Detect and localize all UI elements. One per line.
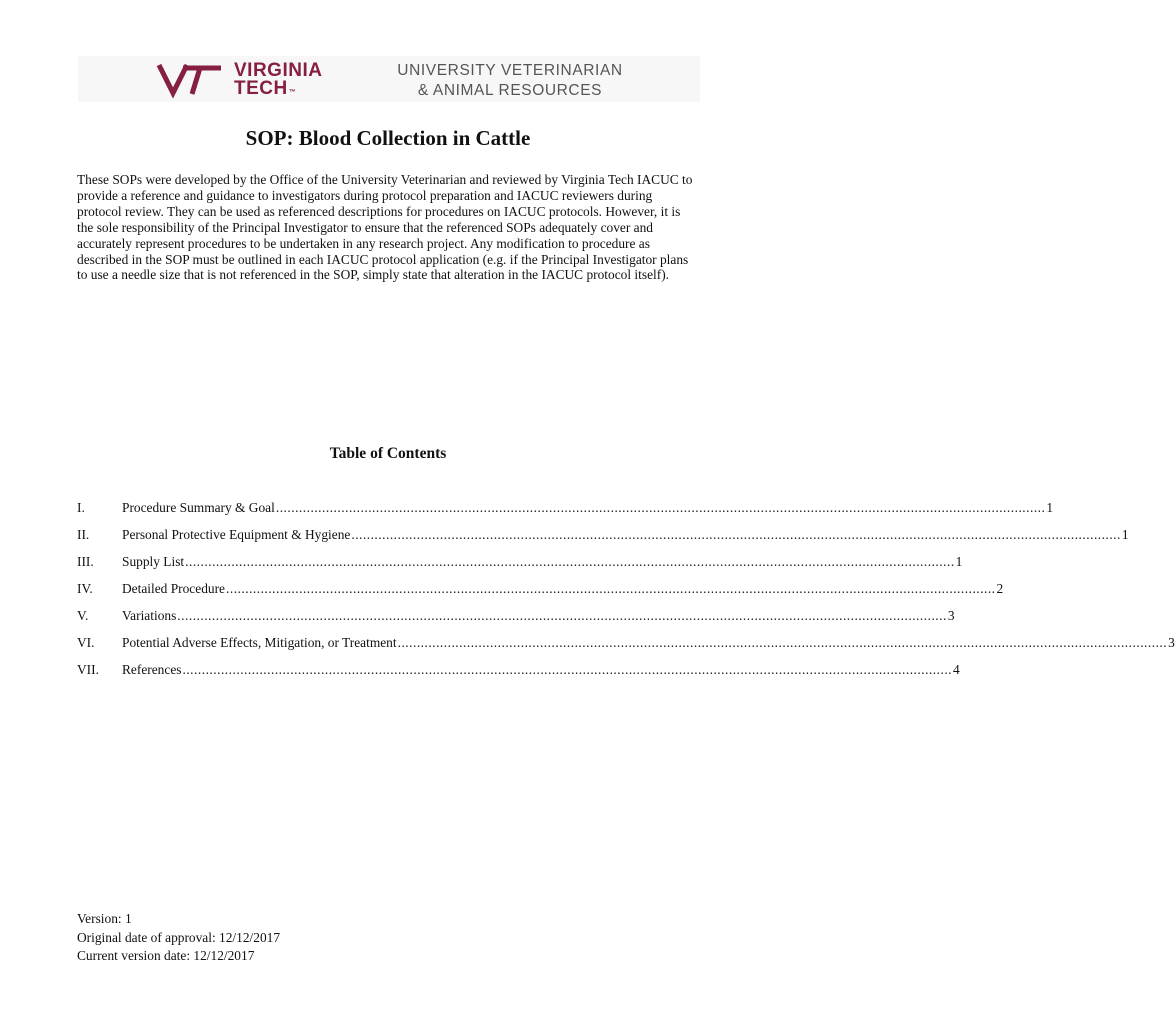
toc-entry-label: Personal Protective Equipment & Hygiene [122,527,351,542]
original-approval-date: Original date of approval: 12/12/2017 [77,929,281,945]
logo-text-tech: TECH™ [234,78,297,99]
unit-name-line2: & ANIMAL RESOURCES [417,82,603,99]
toc-entry-references[interactable] [77,661,960,688]
toc-entry-number: V. [77,608,89,623]
toc-entry-page: 2 [996,581,1004,596]
toc-leader-dots: ........................................................................................................................................................................................................ [351,527,1121,542]
toc-leader-dots: ........................................................................................................................................................................................................ [182,662,953,677]
toc-entry-detailed-procedure[interactable] [77,580,1004,607]
toc-entry-label: Detailed Procedure [122,581,225,596]
toc-entry-number: VI. [77,635,95,650]
toc-entry-number: I. [77,500,85,515]
version-number: Version: 1 [77,911,132,926]
toc-entry-label: Potential Adverse Effects, Mitigation, or Treatment [122,635,397,650]
toc-entry-number: VII. [77,662,99,677]
toc-entry-ppe-hygiene[interactable] [77,526,1129,553]
toc-entry-label: Supply List [122,554,185,569]
toc-entry-label: References [122,662,182,677]
logo-text-virginia: VIRGINIA [234,60,323,81]
toc-leader-dots: ........................................................................................................................................................................................................ [397,635,1168,650]
toc-entry-page: 1 [955,554,963,569]
toc-entry-variations[interactable] [77,607,955,634]
version-info [77,910,280,966]
unit-name-line1: UNIVERSITY VETERINARIAN [397,62,623,79]
toc-entry-page: 3 [947,608,955,623]
toc-entry-adverse-effects[interactable] [77,634,1175,661]
toc-leader-dots: ........................................................................................................................................................................................................ [185,554,955,569]
document-title: SOP: Blood Collection in Cattle [245,126,531,150]
intro-paragraph: These SOPs were developed by the Office of the University Veterinarian and reviewed by Virginia Tech IACUC to provide a reference and guidance to investigators during protocol preparation and IACUC reviewers during protocol review. They can be used as referenced descriptions for procedures on IACUC protocols. However, it is the sole responsibility of the Principal Investigator to ensure that the referenced SOPs adequately cover and accurately represent procedures to be undertaken in any research project. Any modification to procedure as described in the SOP must be outlined in each IACUC protocol application (e.g. if the Principal Investigator plans to use a needle size that is not referenced in the SOP, simply state that alteration in the IACUC protocol itself). [77,172,693,283]
toc-entry-page: 1 [1046,500,1054,515]
current-version-date: Current version date: 12/12/2017 [77,948,255,963]
virginia-tech-logo-mark [156,62,224,96]
toc-entry-page: 3 [1168,635,1175,650]
toc-entry-number: III. [77,554,94,569]
toc-entry-label: Variations [122,608,177,623]
toc-entry-number: II. [77,527,90,542]
toc-entry-label: Procedure Summary & Goal [122,500,275,515]
toc-leader-dots: ........................................................................................................................................................................................................ [275,500,1046,515]
toc-entry-procedure-summary[interactable] [77,499,1054,526]
toc-entry-page: 1 [1121,527,1129,542]
toc-leader-dots: ........................................................................................................................................................................................................ [177,608,947,623]
toc-entry-number: IV. [77,581,93,596]
toc-entry-supply-list[interactable] [77,553,963,580]
toc-entry-page: 4 [953,662,960,677]
toc-heading: Table of Contents [329,445,447,462]
trademark-symbol: ™ [288,89,297,96]
table-of-contents [77,499,1175,688]
toc-leader-dots: ........................................................................................................................................................................................................ [226,581,996,596]
